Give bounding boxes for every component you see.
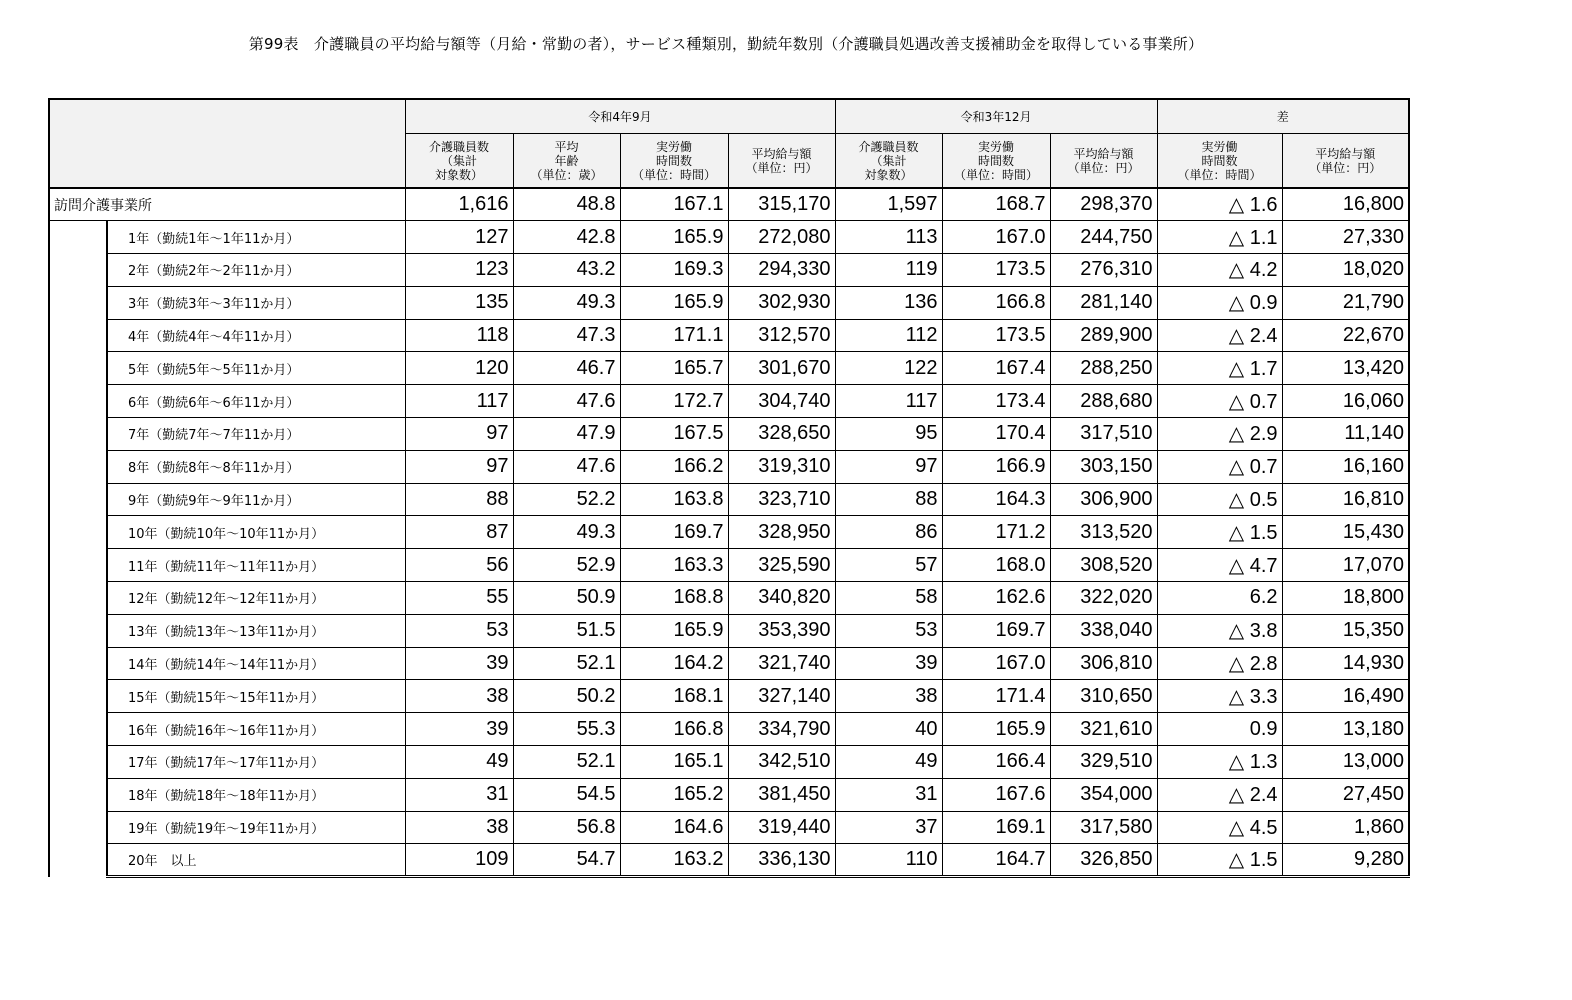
table-cell: 1,597 [835,188,942,221]
table-cell: 27,450 [1282,778,1409,811]
col-header-line: 平均給与額 [1073,146,1134,161]
table-cell: 123 [405,254,513,287]
col-header-r3-staff [835,134,942,189]
table-row [49,483,1409,516]
table-cell: 167.4 [942,352,1050,385]
table-cell: 165.9 [942,713,1050,746]
col-header-line: （単位：歳） [530,167,603,182]
table-cell: 288,250 [1050,352,1157,385]
row-label: 20年 以上 [107,844,405,877]
row-label: 1年（勤続1年～1年11か月） [107,221,405,254]
table-cell: △ 0.9 [1157,286,1282,319]
table-cell: △ 1.6 [1157,188,1282,221]
table-cell: 39 [405,647,513,680]
table-row [49,188,1409,221]
table-cell: 13,420 [1282,352,1409,385]
row-indent [49,319,107,352]
table-cell: 15,430 [1282,516,1409,549]
table-cell: 1,860 [1282,811,1409,844]
row-label: 17年（勤続17年～17年11か月） [107,746,405,779]
col-header-r4-staff [405,134,513,189]
table-cell: 169.7 [942,614,1050,647]
row-indent [49,549,107,582]
row-label: 10年（勤続10年～10年11か月） [107,516,405,549]
row-label: 19年（勤続19年～19年11か月） [107,811,405,844]
row-indent [49,352,107,385]
table-cell: 319,440 [728,811,835,844]
col-header-line: （集計 [870,153,907,168]
row-label: 11年（勤続11年～11年11か月） [107,549,405,582]
table-cell: 86 [835,516,942,549]
table-cell: 136 [835,286,942,319]
col-header-line: 平均給与額 [751,146,812,161]
header-corner [49,99,405,188]
row-label: 14年（勤続14年～14年11か月） [107,647,405,680]
table-cell: 54.5 [513,778,620,811]
table-cell: 326,850 [1050,844,1157,877]
table-cell: 87 [405,516,513,549]
row-label: 18年（勤続18年～18年11か月） [107,778,405,811]
table-cell: 47.6 [513,450,620,483]
row-indent [49,450,107,483]
row-label: 12年（勤続12年～12年11か月） [107,582,405,615]
table-cell: 117 [835,385,942,418]
row-indent [49,713,107,746]
table-cell: 310,650 [1050,680,1157,713]
table-cell: 47.3 [513,319,620,352]
table-cell: △ 2.9 [1157,418,1282,451]
table-cell: 38 [405,811,513,844]
table-cell: 168.1 [620,680,728,713]
table-cell: 127 [405,221,513,254]
table-cell: △ 0.7 [1157,385,1282,418]
table-cell: 165.9 [620,614,728,647]
col-header-r4-age [513,134,620,189]
table-cell: 97 [405,450,513,483]
table-row [49,680,1409,713]
row-indent [49,746,107,779]
table-cell: 164.2 [620,647,728,680]
table-cell: 321,610 [1050,713,1157,746]
table-row [49,385,1409,418]
table-cell: 53 [835,614,942,647]
table-row [49,778,1409,811]
table-cell: 328,950 [728,516,835,549]
row-label: 2年（勤続2年～2年11か月） [107,254,405,287]
table-cell: 168.0 [942,549,1050,582]
salary-table [48,98,1410,878]
table-cell: 16,160 [1282,450,1409,483]
table-cell: 312,570 [728,319,835,352]
table-cell: 54.7 [513,844,620,877]
table-cell: 13,000 [1282,746,1409,779]
row-indent [49,680,107,713]
data-table-container [48,98,1408,900]
col-header-line: （単位：時間） [1177,167,1262,182]
table-row [49,516,1409,549]
table-row [49,450,1409,483]
table-cell: 52.9 [513,549,620,582]
table-cell: 168.8 [620,582,728,615]
table-cell: 304,740 [728,385,835,418]
table-cell: 288,680 [1050,385,1157,418]
col-header-line: 介護職員数 [858,139,919,154]
table-cell: 338,040 [1050,614,1157,647]
table-cell: 56.8 [513,811,620,844]
table-cell: △ 1.5 [1157,844,1282,877]
table-cell: 354,000 [1050,778,1157,811]
table-cell: 336,130 [728,844,835,877]
col-header-line: （単位：時間） [631,167,716,182]
row-label: 15年（勤続15年～15年11か月） [107,680,405,713]
table-cell: △ 0.5 [1157,483,1282,516]
table-cell: 17,070 [1282,549,1409,582]
table-cell: 58 [835,582,942,615]
table-row [49,352,1409,385]
table-cell: 56 [405,549,513,582]
row-indent [49,286,107,319]
col-header-line: （単位：時間） [954,167,1039,182]
table-cell: △ 1.3 [1157,746,1282,779]
col-header-r4-salary [728,134,835,189]
row-label: 8年（勤続8年～8年11か月） [107,450,405,483]
table-cell: 22,670 [1282,319,1409,352]
table-cell: 169.7 [620,516,728,549]
group-header-r3: 令和3年12月 [835,99,1157,134]
table-cell: 9,280 [1282,844,1409,877]
table-cell: 163.3 [620,549,728,582]
table-row [49,811,1409,844]
table-cell: 110 [835,844,942,877]
table-cell: 39 [405,713,513,746]
col-header-line: 実労働 [655,139,692,154]
col-header-line: 介護職員数 [428,139,489,154]
table-cell: 319,310 [728,450,835,483]
col-header-line: 実労働 [1201,139,1238,154]
table-cell: 164.7 [942,844,1050,877]
col-header-r3-hours [942,134,1050,189]
table-cell: 167.5 [620,418,728,451]
table-cell: △ 3.8 [1157,614,1282,647]
table-row [49,844,1409,877]
table-cell: 88 [835,483,942,516]
table-cell: 112 [835,319,942,352]
table-cell: 353,390 [728,614,835,647]
table-cell: 167.1 [620,188,728,221]
table-cell: 11,140 [1282,418,1409,451]
row-indent [49,778,107,811]
table-cell: 14,930 [1282,647,1409,680]
table-cell: △ 1.5 [1157,516,1282,549]
table-cell: 166.8 [942,286,1050,319]
table-cell: 325,590 [728,549,835,582]
table-row [49,319,1409,352]
table-cell: △ 4.2 [1157,254,1282,287]
table-cell: 342,510 [728,746,835,779]
table-cell: △ 3.3 [1157,680,1282,713]
table-row [49,713,1409,746]
table-cell: 272,080 [728,221,835,254]
col-header-r4-hours [620,134,728,189]
table-cell: 381,450 [728,778,835,811]
row-indent [49,811,107,844]
table-cell: 52.1 [513,746,620,779]
table-cell: 162.6 [942,582,1050,615]
table-cell: 49.3 [513,516,620,549]
table-cell: 51.5 [513,614,620,647]
table-cell: 323,710 [728,483,835,516]
table-row [49,254,1409,287]
table-cell: 39 [835,647,942,680]
table-cell: 57 [835,549,942,582]
table-cell: 171.2 [942,516,1050,549]
table-cell: 38 [835,680,942,713]
table-cell: 52.2 [513,483,620,516]
table-cell: 119 [835,254,942,287]
row-indent [49,221,107,254]
table-cell: 27,330 [1282,221,1409,254]
col-header-line: 平均給与額 [1315,146,1376,161]
table-cell: 164.6 [620,811,728,844]
table-cell: 313,520 [1050,516,1157,549]
table-cell: 97 [835,450,942,483]
table-cell: 16,800 [1282,188,1409,221]
table-cell: 322,020 [1050,582,1157,615]
table-cell: △ 2.8 [1157,647,1282,680]
col-header-line: （単位：円） [1309,160,1382,175]
table-cell: 165.9 [620,286,728,319]
table-cell: 171.1 [620,319,728,352]
table-cell: 18,800 [1282,582,1409,615]
group-header-r4: 令和4年9月 [405,99,835,134]
table-cell: 165.9 [620,221,728,254]
table-cell: 16,060 [1282,385,1409,418]
table-cell: 165.2 [620,778,728,811]
table-cell: 315,170 [728,188,835,221]
table-cell: 165.7 [620,352,728,385]
table-cell: 171.4 [942,680,1050,713]
table-cell: 49.3 [513,286,620,319]
col-header-diff-hours [1157,134,1282,189]
table-row [49,286,1409,319]
table-cell: 317,580 [1050,811,1157,844]
table-cell: 6.2 [1157,582,1282,615]
table-cell: 317,510 [1050,418,1157,451]
table-cell: 1,616 [405,188,513,221]
table-cell: △ 0.7 [1157,450,1282,483]
table-cell: 38 [405,680,513,713]
table-cell: 47.6 [513,385,620,418]
col-header-line: 時間数 [1201,153,1238,168]
row-indent [49,647,107,680]
table-cell: 281,140 [1050,286,1157,319]
table-cell: 50.2 [513,680,620,713]
table-cell: 109 [405,844,513,877]
table-cell: 340,820 [728,582,835,615]
table-cell: 166.4 [942,746,1050,779]
row-indent [49,254,107,287]
table-cell: 49 [405,746,513,779]
row-label: 7年（勤続7年～7年11か月） [107,418,405,451]
table-cell: 167.0 [942,221,1050,254]
table-cell: 167.0 [942,647,1050,680]
row-indent [49,844,107,877]
row-label: 6年（勤続6年～6年11か月） [107,385,405,418]
table-cell: 118 [405,319,513,352]
table-cell: 321,740 [728,647,835,680]
table-cell: 303,150 [1050,450,1157,483]
table-cell: 165.1 [620,746,728,779]
table-cell: 21,790 [1282,286,1409,319]
table-cell: 117 [405,385,513,418]
group-header-diff: 差 [1157,99,1409,134]
table-cell: 42.8 [513,221,620,254]
table-cell: 43.2 [513,254,620,287]
col-header-line: （単位：円） [1067,160,1140,175]
table-cell: △ 2.4 [1157,319,1282,352]
table-cell: 0.9 [1157,713,1282,746]
row-label: 16年（勤続16年～16年11か月） [107,713,405,746]
row-label: 訪問介護事業所 [49,188,405,221]
col-header-line: 年齢 [554,153,579,168]
table-cell: 46.7 [513,352,620,385]
table-row [49,647,1409,680]
table-cell: 302,930 [728,286,835,319]
table-cell: 55.3 [513,713,620,746]
table-cell: 95 [835,418,942,451]
row-indent [49,614,107,647]
table-cell: 328,650 [728,418,835,451]
row-label: 4年（勤続4年～4年11か月） [107,319,405,352]
table-cell: 276,310 [1050,254,1157,287]
table-cell: 301,670 [728,352,835,385]
table-cell: 329,510 [1050,746,1157,779]
row-label: 5年（勤続5年～5年11か月） [107,352,405,385]
table-cell: △ 4.7 [1157,549,1282,582]
row-indent [49,385,107,418]
table-cell: 52.1 [513,647,620,680]
table-cell: 18,020 [1282,254,1409,287]
row-indent [49,483,107,516]
table-cell: 113 [835,221,942,254]
table-cell: 166.8 [620,713,728,746]
row-indent [49,516,107,549]
table-cell: 50.9 [513,582,620,615]
row-label: 9年（勤続9年～9年11か月） [107,483,405,516]
table-cell: 173.5 [942,319,1050,352]
table-cell: 31 [835,778,942,811]
table-cell: 55 [405,582,513,615]
col-header-line: 対象数） [864,167,913,182]
table-cell: 169.3 [620,254,728,287]
table-cell: 289,900 [1050,319,1157,352]
table-row [49,614,1409,647]
table-cell: 31 [405,778,513,811]
table-cell: 135 [405,286,513,319]
table-cell: 294,330 [728,254,835,287]
table-cell: △ 4.5 [1157,811,1282,844]
col-header-line: （単位：円） [745,160,818,175]
table-cell: 16,490 [1282,680,1409,713]
table-cell: 306,810 [1050,647,1157,680]
table-cell: 163.8 [620,483,728,516]
table-body [49,188,1409,877]
table-row [49,221,1409,254]
table-cell: 53 [405,614,513,647]
table-cell: 37 [835,811,942,844]
row-indent [49,582,107,615]
table-row [49,582,1409,615]
table-cell: 173.4 [942,385,1050,418]
table-cell: 97 [405,418,513,451]
table-cell: 166.9 [942,450,1050,483]
table-cell: 47.9 [513,418,620,451]
table-cell: 49 [835,746,942,779]
col-header-r3-salary [1050,134,1157,189]
page-title: 第99表 介護職員の平均給与額等（月給・常勤の者），サービス種類別，勤続年数別（介護職員処遇改善支援補助金を取得している事業所） [248,35,1204,53]
table-row [49,549,1409,582]
table-cell: 16,810 [1282,483,1409,516]
table-cell: △ 1.1 [1157,221,1282,254]
col-header-line: 時間数 [978,153,1015,168]
col-header-diff-salary [1282,134,1409,189]
table-cell: 48.8 [513,188,620,221]
row-indent [49,418,107,451]
table-cell: 163.2 [620,844,728,877]
table-cell: 122 [835,352,942,385]
table-cell: 244,750 [1050,221,1157,254]
table-cell: 169.1 [942,811,1050,844]
table-cell: 13,180 [1282,713,1409,746]
col-header-line: 対象数） [434,167,483,182]
table-row [49,418,1409,451]
table-cell: △ 1.7 [1157,352,1282,385]
row-label: 13年（勤続13年～13年11か月） [107,614,405,647]
table-cell: 172.7 [620,385,728,418]
table-cell: 164.3 [942,483,1050,516]
table-cell: 170.4 [942,418,1050,451]
table-cell: 88 [405,483,513,516]
row-label: 3年（勤続3年～3年11か月） [107,286,405,319]
col-header-line: 平均 [554,139,579,154]
table-cell: 40 [835,713,942,746]
table-cell: 166.2 [620,450,728,483]
table-cell: △ 2.4 [1157,778,1282,811]
table-cell: 15,350 [1282,614,1409,647]
table-cell: 173.5 [942,254,1050,287]
col-header-line: （集計 [440,153,477,168]
table-cell: 306,900 [1050,483,1157,516]
table-row [49,746,1409,779]
table-cell: 308,520 [1050,549,1157,582]
table-cell: 298,370 [1050,188,1157,221]
table-cell: 334,790 [728,713,835,746]
table-cell: 120 [405,352,513,385]
table-cell: 327,140 [728,680,835,713]
col-header-line: 時間数 [655,153,692,168]
col-header-line: 実労働 [978,139,1015,154]
table-cell: 167.6 [942,778,1050,811]
table-cell: 168.7 [942,188,1050,221]
